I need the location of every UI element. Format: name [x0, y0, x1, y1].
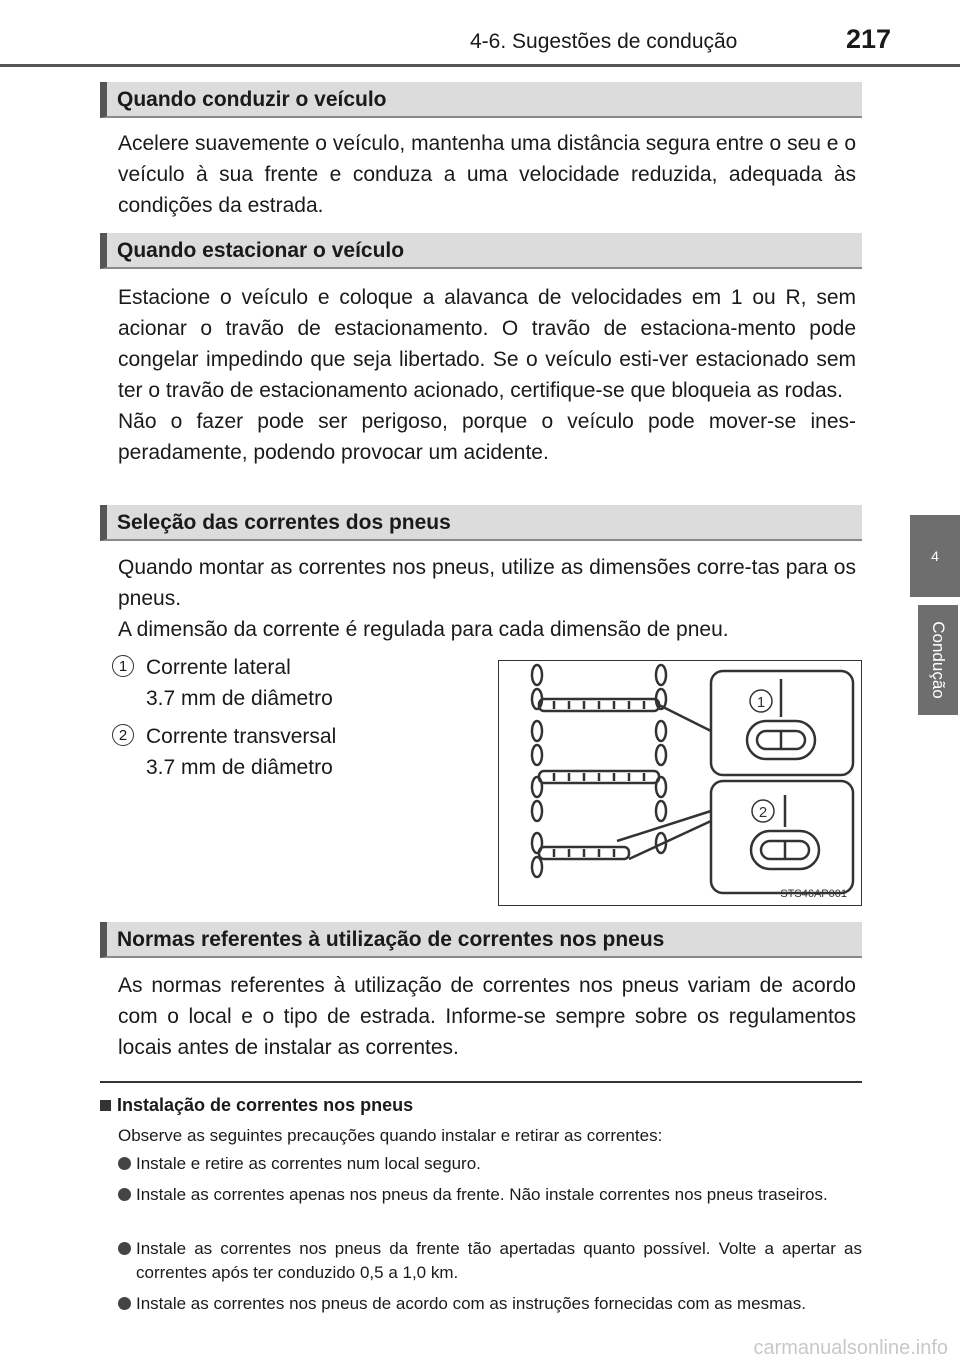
paragraph: Estacione o veículo e coloque a alavanca de velocidades em 1 ou R, sem acionar o travão de estacionamento. O travão de estaciona-mento pode congelar impedindo que seja libertado. Se o veículo esti-ver estacionado sem ter o travão de estacionamento acionado, certifique-se que bloqueia as rodas.: [118, 286, 856, 402]
section-heading-text: Quando estacionar o veículo: [117, 239, 405, 262]
square-bullet-icon: [100, 1100, 111, 1111]
section-body-chain-rules: [118, 970, 856, 1063]
running-header-section: 4-6. Sugestões de condução: [470, 30, 738, 53]
section-heading-chain-selection: [100, 505, 862, 541]
tire-chain-diagram: [499, 661, 860, 904]
paragraph: Acelere suavemente o veículo, mantenha uma distância segura entre o seu e o veículo à sua frente e conduza a uma velocidade reduzida, adequada às condições da estrada.: [118, 132, 856, 217]
notes-intro: Observe as seguintes precauções quando instalar e retirar as correntes:: [118, 1126, 663, 1145]
paragraph: Não o fazer pode ser perigoso, porque o veículo pode mover-se ines-peradamente, podendo provocar um acidente.: [118, 410, 856, 464]
notes-rule: [100, 1081, 862, 1083]
paragraph: A dimensão da corrente é regulada para cada dimensão de pneu.: [118, 618, 729, 641]
bullet-dot-icon: [118, 1297, 131, 1310]
item-number-badge: 2: [112, 724, 134, 746]
section-heading-text: Normas referentes à utilização de correntes nos pneus: [117, 928, 665, 951]
section-heading-parking: [100, 233, 862, 269]
item-spec: 3.7 mm de diâmetro: [146, 756, 333, 779]
callout-label-1: 1: [756, 694, 766, 711]
section-heading-text: Quando conduzir o veículo: [117, 88, 387, 111]
bullet-text: Instale e retire as correntes num local seguro.: [136, 1154, 481, 1173]
watermark: carmanualsonline.info: [753, 1337, 948, 1359]
bullet-text: Instale as correntes nos pneus da frente tão apertadas quanto possível. Volte a apertar as correntes após ter conduzido 0,5 a 1,0 km.: [136, 1239, 862, 1282]
notes-bullet: [118, 1292, 862, 1316]
section-heading-driving: [100, 82, 862, 118]
bullet-dot-icon: [118, 1242, 131, 1255]
chapter-tab-label-text: Condução: [929, 621, 948, 699]
item-number-badge: 1: [112, 655, 134, 677]
section-body-parking: [118, 282, 856, 468]
item-cross-chain: [146, 721, 336, 783]
bullet-dot-icon: [118, 1188, 131, 1201]
chain-drawing: [532, 665, 666, 877]
item-side-chain: [146, 652, 333, 714]
notes-heading: [100, 1095, 413, 1116]
section-body-driving: [118, 128, 856, 221]
chapter-tab-number: 4: [910, 515, 960, 597]
notes-heading-text: Instalação de correntes nos pneus: [117, 1095, 414, 1115]
bullet-text: Instale as correntes apenas nos pneus da frente. Não instale correntes nos pneus traseiros.: [136, 1185, 828, 1204]
notes-bullet: [118, 1152, 862, 1176]
page-number: 217: [846, 24, 892, 54]
item-spec: 3.7 mm de diâmetro: [146, 687, 333, 710]
section-heading-chain-rules: [100, 922, 862, 958]
paragraph: Quando montar as correntes nos pneus, utilize as dimensões corre-tas para os pneus.: [118, 556, 856, 610]
chapter-tab-label: [918, 605, 958, 715]
notes-bullet: [118, 1183, 862, 1207]
item-name: Corrente lateral: [146, 656, 291, 679]
paragraph: As normas referentes à utilização de correntes nos pneus variam de acordo com o local e o tipo de estrada. Informe-se sempre sobre os regulamentos locais antes de instalar as correntes.: [118, 974, 856, 1059]
section-heading-text: Seleção das correntes dos pneus: [117, 511, 451, 534]
callout-label-2: 2: [758, 804, 768, 821]
notes-bullet: [118, 1237, 862, 1285]
item-name: Corrente transversal: [146, 725, 337, 748]
tire-chain-illustration: [498, 660, 862, 906]
bullet-dot-icon: [118, 1157, 131, 1170]
bullet-text: Instale as correntes nos pneus de acordo com as instruções fornecidas com as mesmas.: [136, 1294, 806, 1313]
section-body-chain-selection: [118, 552, 856, 645]
header-rule: [0, 64, 960, 67]
figure-code: STS46AP001: [780, 888, 847, 900]
